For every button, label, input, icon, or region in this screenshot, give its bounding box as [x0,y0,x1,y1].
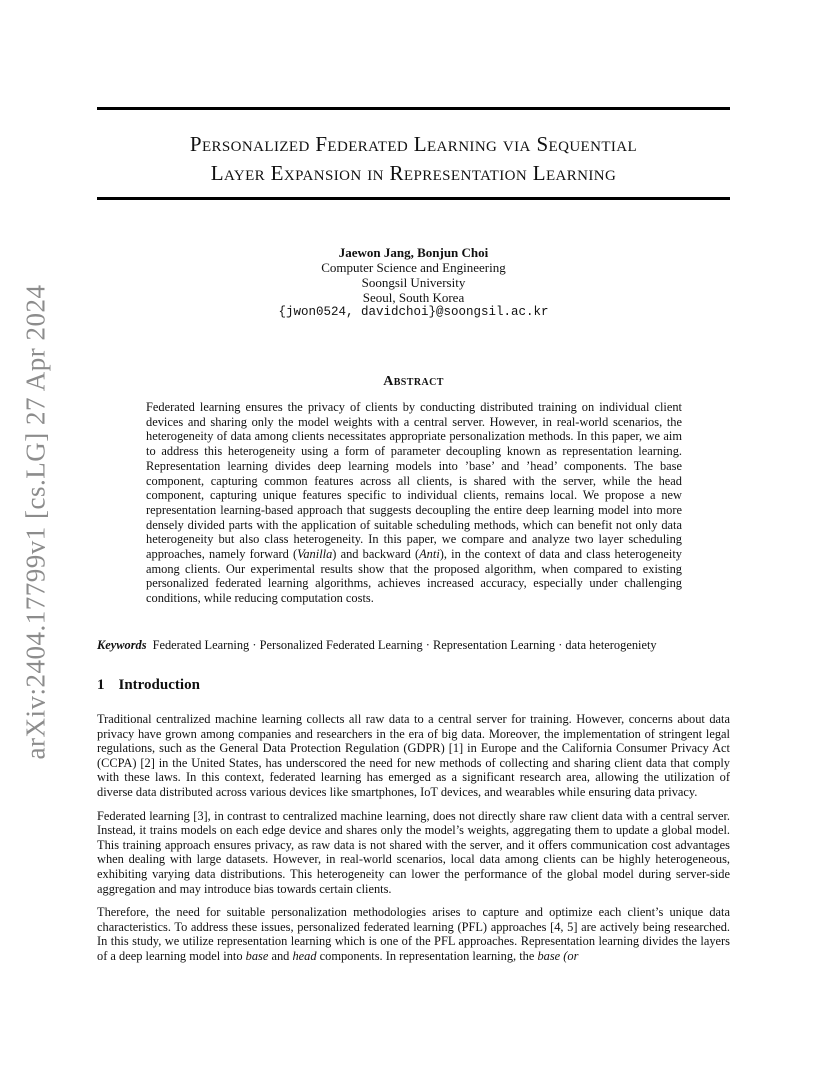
keywords-line [97,638,730,653]
term-base: base [245,948,269,963]
abstract-part-3: ), in the context of data and class heterogeneity among clients. Our experimental results show that the proposed algorithm, when compared to existing personalized federated learning algorithms, achieves increased accuracy, especially under challenging conditions, while reducing computation costs. [146,547,682,606]
section-title: Introduction [118,677,200,693]
paragraph: Traditional centralized machine learning collects all raw data to a central server for training. However, concerns about data privacy have grown among companies and researchers in the era of big data. Moreover, the implementation of stringent legal regulations, such as the General Data Protection Regulation (GDPR) [1] in Europe and the California Consumer Privacy Act (CCPA) [2] in the United States, has underscored the need for new methods of collecting and sharing client data that comply with these laws. In this context, federated learning has emerged as a significant research area, allowing the utilization of diverse data distributed across various devices like smartphones, IoT devices, and wearables while ensuring data privacy. [97,712,730,799]
abstract-text [146,400,682,606]
section-number: 1 [97,677,105,693]
author-university: Soongsil University [361,275,466,290]
author-department: Computer Science and Engineering [321,260,506,275]
title-line-2: Layer Expansion in Representation Learning [210,161,617,185]
keywords-text: Federated Learning · Personalized Federated Learning · Representation Learning · data heterogeniety [152,638,657,652]
title-rule-top [97,107,730,110]
paragraph-3-part-1: Therefore, the need for suitable personalization methodologies arises to capture and optimize each client’s unique data characteristics. To address these issues, personalized federated learning (PFL) approaches [4, 5] are actively being researched. In this study, we utilize representation learning which is one of the PFL approaches. Representation learning divides the layers of a deep learning model into [97,905,730,963]
introduction-body [97,712,730,973]
keywords-label: Keywords [97,638,147,652]
title-line-1: Personalized Federated Learning via Sequential [189,132,638,156]
paper-title [97,130,730,188]
author-names: Jaewon Jang, Bonjun Choi [338,245,489,260]
paragraph [97,905,730,963]
author-location: Seoul, South Korea [362,290,465,305]
paragraph-3-tail: base (or [537,948,579,963]
section-heading-introduction [97,677,730,694]
author-block [97,245,730,320]
abstract-heading: Abstract [383,374,444,389]
paragraph-3-and: and [268,948,293,963]
title-rule-bottom [97,197,730,200]
term-head: head [292,948,317,963]
author-email: {jwon0524, davidchoi}@soongsil.ac.kr [278,305,549,319]
paragraph: Federated learning [3], in contrast to centralized machine learning, does not directly share raw client data with a central server. Instead, it trains models on each edge device and shares only the model’s weights, aggregating them to update a global model. This training approach ensures privacy, as raw data is not shared with the server, and it offers communication cost advantages when dealing with large datasets. However, in real-world scenarios, local data among clients can be highly heterogeneous, exhibiting varying data distributions. This heterogeneity can lower the performance of the global model during server-side aggregation and may introduce bias towards certain clients. [97,808,730,896]
abstract-part-2: ) and backward ( [332,547,420,562]
abstract-part-1: Federated learning ensures the privacy of clients by conducting distributed training on individual client devices and sharing only the model weights with a central server. However, in real-world scenarios, the heterogeneity of data among clients necessitates appropriate personalization methods. In this paper, we aim to address this heterogeneity using a form of parameter decoupling known as representation learning. Representation learning divides deep learning models into ’base’ and ’head’ components. The base component, capturing common features across all clients, is shared with the server, while the head component, capturing unique features specific to individual clients, remains local. We propose a new representation learning-based approach that suggests decoupling the entire deep learning model into more densely divided parts with the application of suitable scheduling methods, which can benefit not only data heterogeneity but also class heterogeneity. In this paper, we compare and analyze two layer scheduling approaches, namely forward ( [146,400,682,562]
paragraph-3-part-2: components. In representation learning, the [316,948,538,963]
abstract-term-anti: Anti [419,547,440,562]
abstract-term-vanilla: Vanilla [297,547,333,562]
arxiv-identifier-stamp: arXiv:2404.17799v1 [cs.LG] 27 Apr 2024 [20,284,51,760]
